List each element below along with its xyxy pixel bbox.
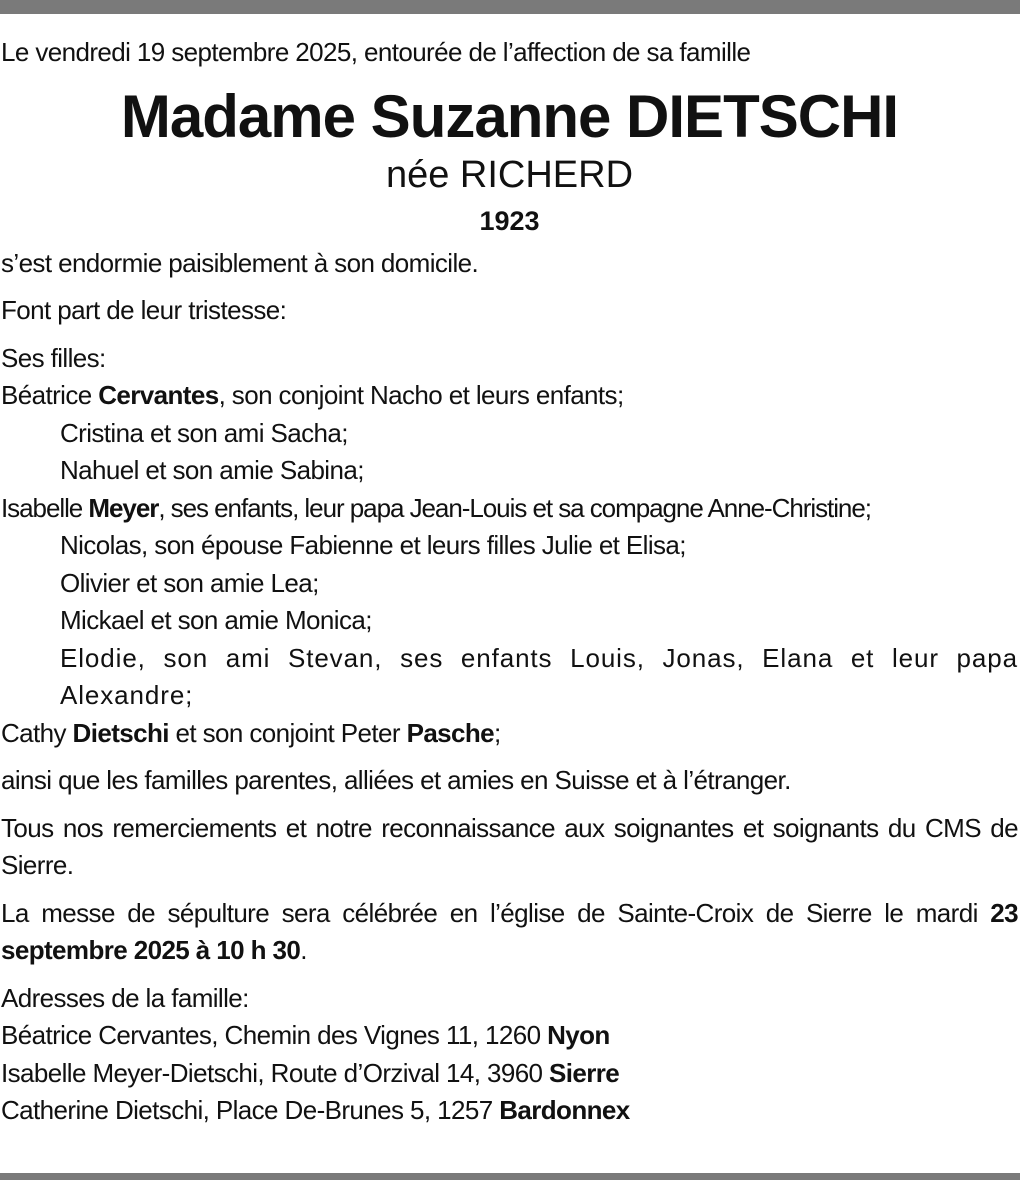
family-line-cathy: Cathy Dietschi et son conjoint Peter Pasche; [1,717,501,748]
address-city: Bardonnex [499,1095,630,1125]
grandchild-line: Nicolas, son épouse Fabienne et leurs filles Julie et Elisa; [60,530,686,560]
intro-line: Le vendredi 19 septembre 2025, entourée de l’affection de sa famille [1,37,751,67]
bottom-rule [0,1173,1020,1180]
surname: Cervantes [98,380,219,410]
addresses-heading: Adresses de la famille: [1,982,249,1013]
deceased-name: Madame Suzanne DIETSCHI [120,82,899,150]
birth-year: 1923 [479,205,540,236]
address-line: Catherine Dietschi, Place De-Brunes 5, 1257 Bardonnex [1,1095,630,1125]
announcement-line: Font part de leur tristesse: [1,295,287,325]
top-rule [0,0,1020,14]
address-city: Nyon [547,1020,610,1050]
grandchild-line: Nahuel et son amie Sabina; [60,455,364,485]
grandchild-line: Cristina et son ami Sacha; [60,417,348,448]
mass-paragraph: La messe de sépulture sera célébrée en l’église de Sainte-Croix de Sierre le mardi 23 septembre 2025 à 10 h 30. [1,897,1018,965]
grandchild-line: Olivier et son amie Lea; [60,567,319,598]
surname: Dietschi [72,717,169,748]
address-city: Sierre [549,1057,620,1088]
grandchild-line: Mickael et son amie Monica; [60,605,372,635]
passing-line: s’est endormie paisiblement à son domicile. [1,247,479,278]
families-line: ainsi que les familles parentes, alliées et amies en Suisse et à l’étranger. [1,765,791,795]
obituary-notice [1,34,1018,1130]
maiden-name: née RICHERD [385,153,634,196]
thanks-paragraph: Tous nos remerciements et notre reconnaissance aux soignantes et soignants du CMS de Sierre. [1,812,1018,880]
surname: Meyer [88,492,159,523]
grandchild-line: Elodie, son ami Stevan, ses enfants Louis, Jonas, Elana et leur papa Alexandre; [60,642,1018,710]
surname: Pasche [406,717,495,748]
daughters-heading: Ses filles: [1,342,106,373]
mass-date: 23 septembre 2025 à 10 h 30 [1,897,1018,965]
family-line-beatrice: Béatrice Cervantes, son conjoint Nacho et leurs enfants; [1,380,624,410]
address-line: Béatrice Cervantes, Chemin des Vignes 11, 1260 Nyon [1,1020,610,1050]
family-line-isabelle: Isabelle Meyer, ses enfants, leur papa Jean-Louis et sa compagne Anne-Christine; [1,492,871,523]
address-line: Isabelle Meyer-Dietschi, Route d’Orzival 14, 3960 Sierre [1,1057,620,1088]
